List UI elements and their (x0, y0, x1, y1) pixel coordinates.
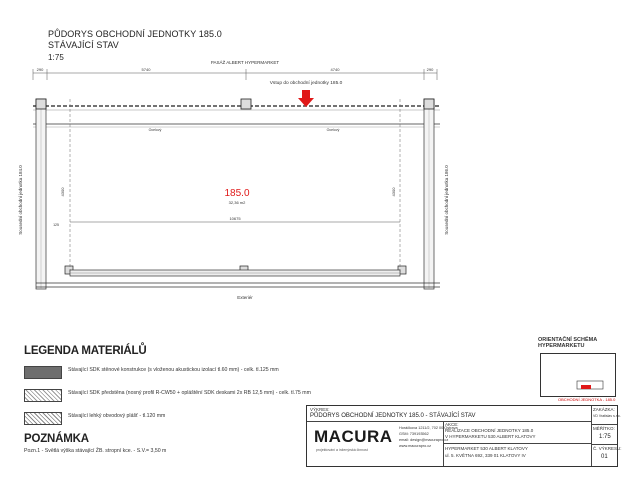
dim-edge-right: 290 (426, 67, 434, 72)
beam-label-left: Ocelový (148, 128, 162, 132)
legend-text: Stávající SDK stěnové konstrukce (s vloženou akustickou izolací tl.60 mm) - celk. tl.125 mm (68, 367, 279, 373)
company-sub: projektování a inženýrská činnost (316, 448, 368, 452)
akce-label: AKCE: (445, 422, 459, 427)
dim-height-left: 4300 (60, 187, 65, 197)
orientation-schema (540, 353, 616, 397)
company-address: Horáčkova 1211/2, 702 00 Ostrava (399, 426, 458, 430)
drawing-title: PŮDORYS OBCHODNÍ JEDNOTKY 185.0 (48, 29, 222, 39)
vykres-label: VÝKRES: (310, 407, 330, 412)
cislo-value: 01 (601, 454, 608, 460)
dim-right: 4740 (330, 67, 340, 72)
akce-line1: REALIZACE OBCHODNÍ JEDNOTKY 185.0 (445, 428, 534, 433)
meritko-label: MĚŘÍTKO: (593, 426, 615, 431)
right-unit-label: Sousední obchodní jednotka 186.0 (444, 165, 449, 235)
zakazka-label: ZAKÁZKA: (593, 407, 615, 412)
drawing-scale: 1:75 (48, 53, 64, 62)
drawing-subtitle: STÁVAJÍCÍ STAV (48, 40, 119, 50)
dim-small: 125 (53, 223, 59, 227)
unit-marker (581, 385, 591, 389)
akce-line2: V HYPERMARKETU 530 ALBERT KLATOVY (445, 434, 536, 439)
dim-total: 10675 (229, 216, 241, 221)
entrance-label: Vstup do obchodní jednotky 185.0 (269, 81, 343, 86)
beam-label-right: Ocelový (326, 128, 340, 132)
orientation-label: OBCHODNÍ JEDNOTKA - 185.0 (558, 397, 616, 402)
dim-height-right: 4300 (391, 187, 396, 197)
meritko-value: 1:75 (599, 434, 611, 440)
legend-item-sdk-wall (24, 366, 344, 380)
company-email: email: design@macurapro.cz (399, 438, 449, 442)
legend-item-sdk-predstena (24, 389, 344, 403)
legend-swatch-hatched (24, 389, 62, 402)
column-top-right (424, 99, 434, 109)
company-logo: MACURA (314, 427, 393, 446)
column-top-left (36, 99, 46, 109)
column-top-middle (241, 99, 251, 109)
room-number: 185.0 (224, 188, 250, 199)
legend-text: Stávající SDK předstěna (nosný profil R-CW50 + opláštění SDK deskami 2x RB 12,5 mm) - celk. tl.75 mm (68, 390, 311, 396)
legend-swatch-crosshatch (24, 412, 62, 425)
zakazka-value: VD Vratislav s.r.o. (593, 414, 621, 418)
cislo-label: Č. VÝKRESU: (593, 446, 622, 451)
legend-text: Stávající lehký obvodový plášť - tl.120 mm (68, 413, 166, 419)
legend-swatch-dark (24, 366, 62, 379)
dim-left: 5740 (141, 67, 151, 72)
exterior-label: Exteriér (237, 295, 253, 300)
left-unit-label: Sousední obchodní jednotka 184.0 (18, 165, 23, 235)
dim-edge-left: 290 (36, 67, 44, 72)
entrance-arrow-icon (298, 90, 314, 107)
legend-title: LEGENDA MATERIÁLŮ (24, 345, 147, 357)
address-line2: ul. 5. KVĚTNA 692, 339 01 KLATOVY IV (445, 453, 526, 458)
note-text: Pozn.1 - Světlá výška stávající ŽB. stropní kce. - S.V.= 3,50 m (24, 448, 167, 454)
orientation-title: ORIENTAČNÍ SCHÉMA HYPERMARKETU (538, 337, 597, 349)
legend-item-facade (24, 412, 344, 426)
company-web: www.macurapro.cz (399, 444, 432, 448)
passage-label: PASÁŽ ALBERT HYPERMARKET (210, 60, 280, 65)
vykres-value: PŮDORYS OBCHODNÍ JEDNOTKY 185.0 - STÁVAJÍCÍ STAV (310, 413, 476, 419)
address-line1: HYPERMARKET 530 ALBERT KLATOVY (445, 446, 528, 451)
note-title: POZNÁMKA (24, 433, 89, 445)
company-phone: GSM: 739193562 (399, 432, 429, 436)
room-area: 32,36 m2 (228, 200, 246, 205)
